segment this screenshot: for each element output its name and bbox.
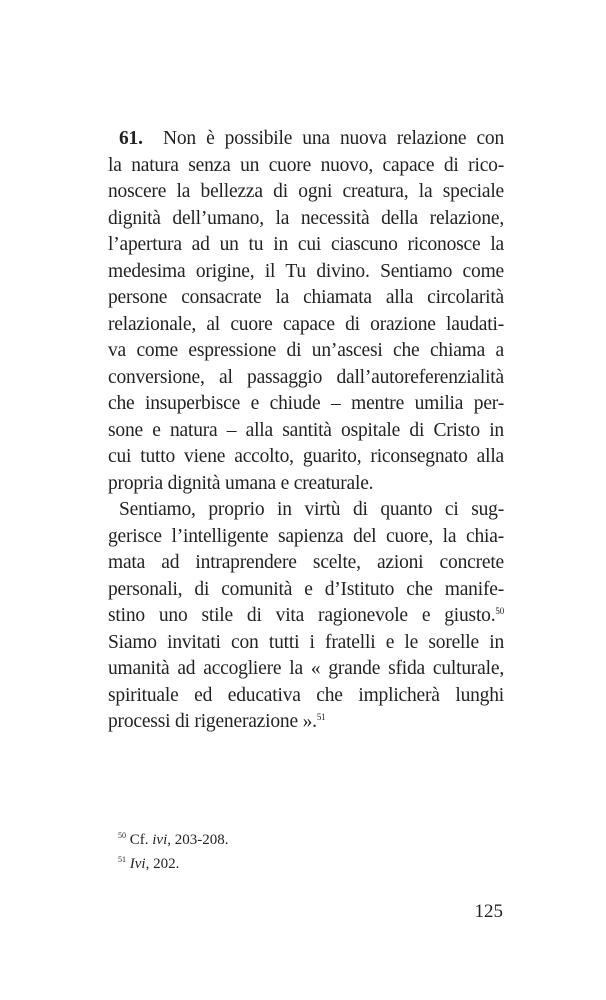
text-line: cui tutto viene accolto, guarito, riconsegnato alla: [108, 446, 504, 467]
paragraph-number: 61.: [119, 128, 143, 149]
text-line: conversione, al passaggio dall’autoreferenzialità: [108, 366, 504, 388]
footnote-prefix: Cf.: [129, 831, 153, 848]
text-line: mata ad intraprendere scelte, azioni concrete: [108, 552, 504, 573]
text-line: Sentiamo, proprio in virtù di quanto ci sug-: [119, 499, 504, 520]
text-line: dignità dell’umano, la necessità della relazione,: [108, 207, 504, 229]
page-content: [108, 126, 504, 876]
footnotes: [108, 828, 504, 876]
footnote-51: [118, 852, 504, 876]
text-line: personali, di comunità e d’Istituto che manife-: [108, 578, 504, 600]
text-line: umanità ad accogliere la « grande sfida culturale,: [108, 658, 504, 679]
footnote-ref-50[interactable]: 50: [495, 606, 504, 616]
footnote-ref-51[interactable]: 51: [316, 712, 326, 722]
text-line: noscere la bellezza di ogni creatura, la speciale: [108, 181, 504, 202]
text-line: relazionale, al cuore capace di orazione laudati-: [108, 313, 504, 335]
text-line: [108, 709, 504, 736]
text-line: spirituale ed educativa che implicherà lunghi: [108, 684, 504, 706]
text-line: propria dignità umana e creaturale.: [108, 472, 374, 494]
footnote-text: , 202.: [145, 855, 180, 872]
text-line: la natura senza un cuore nuovo, capace di rico-: [108, 154, 504, 176]
footnote-number: 50: [118, 830, 126, 840]
footnote-50: [118, 828, 504, 852]
body-text: [108, 126, 504, 736]
footnote-number: 51: [118, 854, 126, 864]
text-line: l’apertura ad un tu in cui ciascuno riconosce la: [108, 234, 504, 255]
footnote-text: , 203-208.: [167, 831, 229, 848]
text-line: che insuperbisce e chiude – mentre umilia per-: [108, 393, 504, 414]
text-line: [108, 603, 504, 630]
page-number: 125: [474, 901, 503, 922]
text-span: Non è possibile una nuova relazione con: [163, 128, 505, 149]
text-line: sone e natura – alla santità ospitale di Cristo in: [108, 419, 504, 441]
text-span: processi di rigenerazione ».: [108, 711, 317, 732]
text-line: persone consacrate la chiamata alla circolarità: [108, 287, 504, 308]
footnote-italic: Ivi: [129, 855, 146, 872]
text-line: va come espressione di un’ascesi che chiama a: [108, 340, 504, 361]
text-line: Siamo invitati con tutti i fratelli e le sorelle in: [108, 631, 504, 653]
text-line: [108, 126, 504, 153]
text-span: stino uno stile di vita ragionevole e giusto.: [108, 605, 496, 626]
text-line: medesima origine, il Tu divino. Sentiamo come: [108, 260, 504, 282]
text-line: gerisce l’intelligente sapienza del cuore, la chia-: [108, 525, 504, 547]
footnote-italic: ivi: [152, 831, 168, 848]
